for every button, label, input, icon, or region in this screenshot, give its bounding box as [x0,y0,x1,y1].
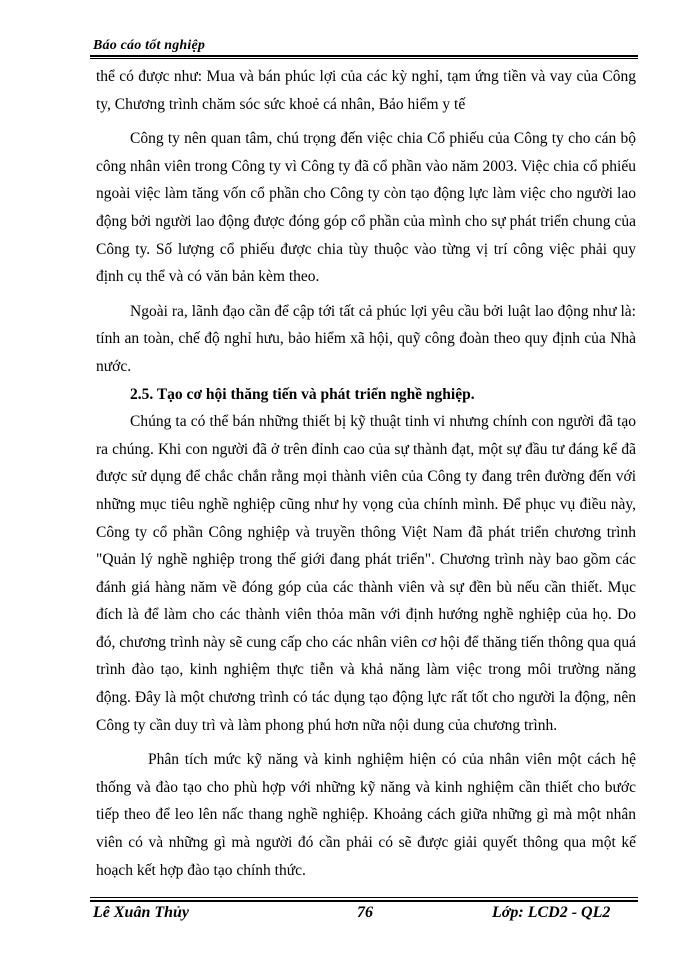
paragraph-3: Ngoài ra, lãnh đạo cần để cập tới tất cả phúc lợi yêu cầu bởi luật lao động như là: tính an toàn, chế độ nghỉ hưu, bảo hiểm xã hội, quỹ công đoàn theo quy định của Nhà nước. [96,302,636,375]
footer-author: Lê Xuân Thủy [93,904,190,921]
header-rule-thick [90,55,638,57]
paragraph-4: Chúng ta có thể bán những thiết bị kỹ thuật tinh vi nhưng chính con người đã tạo ra chúng. Khi con người đã ở trên đỉnh cao của sự thành đạt, một sự đầu tư đáng kể đã được sử dụng để chắc chắn rằng mọi thành viên của Công ty đang trên đường đến với những mục tiêu nghề nghiệp cũng như hy vọng của chính mình. Để phục vụ điều này, Công ty cổ phần Công nghiệp và truyền thông Việt Nam đã phát triển chương trình "Quản lý nghề nghiệp trong thế giới đang phát triển". Chương trình này bao gồm các đánh giá hàng năm về đóng góp của các thành viên và sự đền bù nếu cần thiết. Mục đích là để làm cho các thành viên thỏa mãn với định hướng nghề nghiệp của họ. Do đó, chương trình này sẽ cung cấp cho các nhân viên cơ hội để thăng tiến thông qua quá trình đào tạo, kinh nghiệm thực tiễn và khả năng làm việc trong môi trường năng động. Đây là một chương trình có tác dụng tạo động lực rất tốt cho người la động, nên Công ty cần duy trì và làm phong phú hơn nữa nội dung của chương trình. [96,413,636,734]
header-rule-thin [90,58,638,59]
footer-class: Lớp: LCD2 - QL2 [492,904,611,921]
body-content [96,63,636,884]
footer-rule-thick [90,900,638,902]
section-heading: 2.5. Tạo cơ hội thăng tiến và phát triển nghề nghiệp. [130,385,475,403]
header-title: Báo cáo tốt nghiệp [93,38,206,53]
paragraph-1: thể có được như: Mua và bán phúc lợi của các kỳ nghỉ, tạm ứng tiền và vay của Công ty, Chương trình chăm sóc sức khoẻ cá nhân, Bảo hiểm y tế [96,68,636,113]
paragraph-5: Phân tích mức kỹ năng và kinh nghiệm hiện có của nhân viên một cách hệ thống và đào tạo cho phù hợp với những kỹ năng và kinh nghiệm cần thiết cho bước tiếp theo để leo lên nấc thang nghề nghiệp. Khoảng cách giữa những gì mà một nhân viên có và những gì mà người đó cần phải có sẽ được giải quyết thông qua một kế hoạch kết hợp đào tạo chính thức. [96,751,636,879]
paragraph-2: Công ty nên quan tâm, chú trọng đến việc chia Cổ phiếu của Công ty cho cán bộ công nhân viên trong Công ty vì Công ty đã cổ phần vào năm 2003. Việc chia cổ phiếu ngoài việc làm tăng vốn cổ phần cho Công ty còn tạo động lực làm việc cho người lao động bởi người lao động được đóng góp cổ phần của mình cho sự phát triển chung của Công ty. Số lượng cổ phiếu được chia tùy thuộc vào từng vị trí công việc phải quy định cụ thể và có văn bản kèm theo. [96,130,636,286]
footer-rule-thin [90,897,638,898]
page-number: 76 [357,904,373,921]
